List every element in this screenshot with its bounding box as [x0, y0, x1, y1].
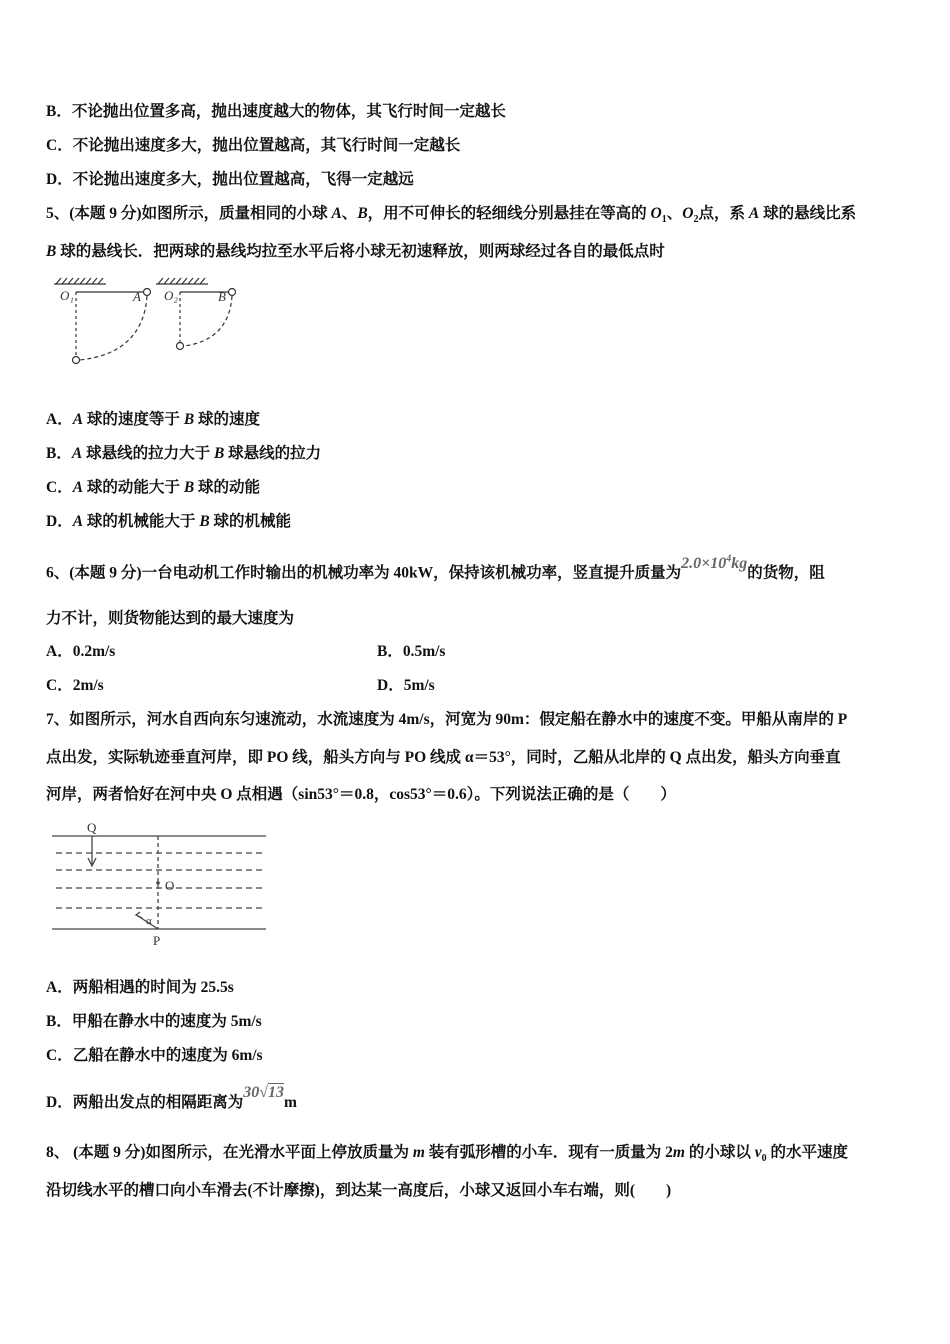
q5-stem-line-1: 5、(本题 9 分)如图所示，质量相同的小球 A、B，用不可伸长的轻细线分别悬挂在等高的 $O_1$、$O_2$点，系 A 球的悬线比系 — [46, 205, 857, 226]
q6-stem-line-1: 6、(本题 9 分)一台电动机工作时输出的机械功率为 40kW，保持该机械功率，竖直提升质量为$2.0\times 10^4kg$的货物，阻 — [46, 554, 825, 582]
q8-stem-line-2: 沿切线水平的槽口向小车滑去(不计摩擦)，到达某一高度后，小球又返回小车右端，则( ) — [46, 1182, 672, 1199]
label-q: Q — [87, 820, 97, 835]
q5-option-a: A．A 球的速度等于 B 球的速度 — [46, 411, 261, 428]
q4-option-d: D．不论抛出速度多大，抛出位置越高，飞得一定越远 — [46, 171, 414, 188]
q6-option-b: B．0.5m/s — [377, 643, 446, 660]
point-o — [156, 881, 160, 885]
label-o2: O₂ — [164, 288, 178, 303]
q7-stem-line-2: 点出发，实际轨迹垂直河岸，即 PO 线，船头方向与 PO 线成 α＝53°，同时，乙船从北岸的 Q 点出发，船头方向垂直 — [46, 749, 841, 766]
q7-option-c: C．乙船在静水中的速度为 6m/s — [46, 1047, 263, 1064]
q6-mass-formula: $2.0\times 10^4kg$ — [681, 554, 748, 573]
q7-stem-line-3: 河岸，两者恰好在河中央 O 点相遇（sin53°＝0.8，cos53°＝0.6）。下列说法正确的是（ ） — [46, 786, 676, 803]
q6-option-c: C．2m/s — [46, 677, 104, 694]
label-o: O — [165, 878, 175, 893]
q7-option-b: B．甲船在静水中的速度为 5m/s — [46, 1013, 262, 1030]
label-p: P — [153, 933, 161, 948]
q5-option-b: B．A 球悬线的拉力大于 B 球悬线的拉力 — [46, 445, 322, 462]
q5-option-d: D．A 球的机械能大于 B 球的机械能 — [46, 513, 292, 530]
q5-pendulum-figure — [48, 275, 248, 375]
q5-stem-line-2: B 球的悬线长．把两球的悬线均拉至水平后将小球无初速释放，则两球经过各自的最低点时 — [46, 243, 665, 260]
q6-option-a: A．0.2m/s — [46, 643, 116, 660]
q7-distance-formula: 30√13 — [243, 1084, 284, 1101]
q7-stem-line-1: 7、如图所示，河水自西向东匀速流动，水流速度为 4m/s，河宽为 90m：假定船在静水中的速度不变。甲船从南岸的 P — [46, 711, 848, 728]
q6-option-d: D．5m/s — [377, 677, 435, 694]
q4-option-c: C．不论抛出速度多大，抛出位置越高，其飞行时间一定越长 — [46, 137, 461, 154]
q5-option-c: C．A 球的动能大于 B 球的动能 — [46, 479, 261, 496]
label-a: A — [133, 289, 141, 304]
q8-stem-line-1: 8、 (本题 9 分)如图所示，在光滑水平面上停放质量为 m 装有弧形槽的小车．现有一质量为 2m 的小球以 $v_0$ 的水平速度 — [46, 1144, 849, 1165]
label-alpha: α — [146, 915, 152, 927]
q4-option-b: B．不论抛出位置多高，抛出速度越大的物体，其飞行时间一定越长 — [46, 103, 506, 120]
q7-option-a: A．两船相遇的时间为 25.5s — [46, 979, 234, 996]
q7-river-figure — [48, 818, 270, 950]
q7-option-d: D．两船出发点的相隔距离为30√13m — [46, 1084, 297, 1111]
label-b: B — [218, 289, 226, 304]
label-o1: O₁ — [60, 288, 74, 303]
q6-stem-line-2: 力不计，则货物能达到的最大速度为 — [46, 610, 295, 627]
